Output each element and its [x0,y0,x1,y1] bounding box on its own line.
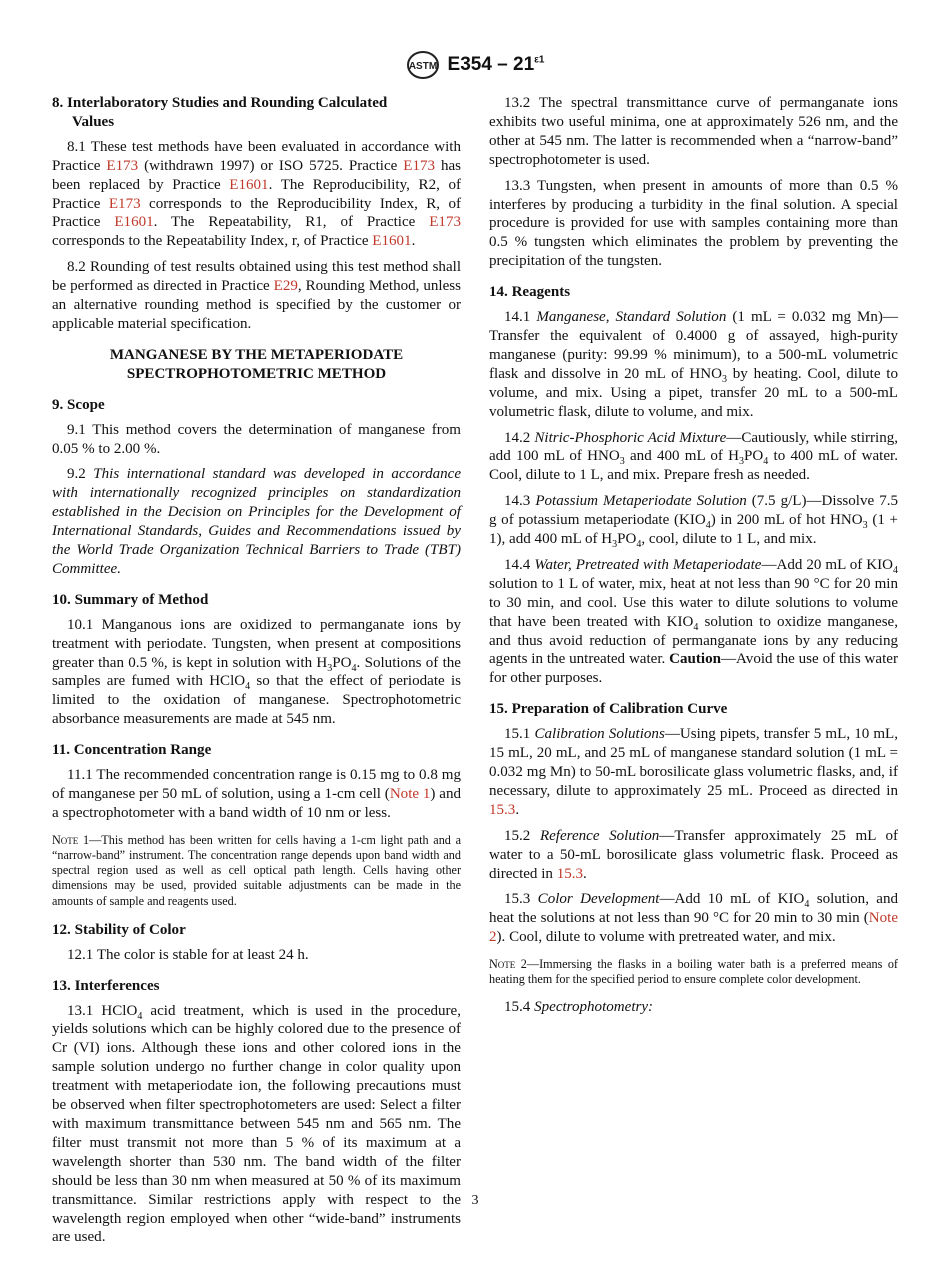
link-e1601[interactable]: E1601 [372,233,412,250]
link-e1601[interactable]: E1601 [114,214,154,231]
note-2: Note 2—Immersing the flasks in a boiling water bath is a preferred means of heating them for the specified period to ensure complete color development. [489,957,898,987]
paragraph-13-1: 13.1 HClO$_4$ acid treatment, which is used in the procedure, yields solutions which can be highly colored due to the presence of Cr (VI) ions. Although these ions and other colored ions in the sample solution undergo no further change in color quality upon treatment with metaperiodate ion, the following precautions must be observed when filter spectrophotometers are used: Select a filter with maximum transmittance between 545 nm and 565 nm. The filter must transmit not more than 5 % of its maximum at a wavelength shorter than 530 nm. The band width of the filter should be less than 30 nm when measured at 50 % of its maximum transmittance. Similar restrictions apply with respect to the wavelength region employed when other “wide-band” instruments are used. [52,1002,461,1246]
page-number: 3 [471,1193,479,1208]
link-note-2[interactable]: Note 2 [489,910,898,946]
paragraph-12-1: 12.1 The color is stable for at least 24 h. [67,946,309,963]
astm-logo-icon [406,50,440,80]
section-14-heading: 14. Reagents [489,284,571,301]
section-15-heading: 15. Preparation of Calibration Curve [489,701,728,718]
paragraph-14-3: 14.3 Potassium Metaperiodate Solution (7.5 g/L)—Dissolve 7.5 g of potassium metaperiodate $(KIO_4)$ in 200 mL of hot $HNO_3$ (1 + 1), add 400 mL of $H_3PO_4$, cool, dilute to 1 L, and mix. [489,493,898,551]
section-13-heading: 13. Interferences [52,977,160,994]
document-designation: $E354 - 21^{\varepsilon 1}$ [447,54,545,75]
link-15-3[interactable]: 15.3 [556,865,584,882]
paragraph-13-2: 13.2 The spectral transmittance curve of permanganate ions exhibits two useful minima, one at approximately 526 nm, and the other at 545 nm. The latter is recommended when a “narrow-band” spectrophotometer is used. [489,95,898,168]
paragraph-9-1: 9.1 This method covers the determination of manganese from 0.05 % to 2.00 %. [52,421,461,457]
page-header [0,50,950,84]
link-e173[interactable]: E173 [106,157,139,174]
paragraph-14-2: 14.2 Nitric-Phosphoric Acid Mixture—Cautiously, while stirring, add 100 mL of $HNO_3$ and 400 mL of $H_3PO_4$ to 400 mL of water. Cool, dilute to 1 L, and mix. Prepare fresh as needed. [489,429,899,484]
link-e173[interactable]: E173 [429,214,461,231]
svg-text:ASTM: ASTM [408,61,437,72]
paragraph-8-2: 8.2 Rounding of test results obtained using this test method shall be performed as directed in Practice E29, Rounding Method, unless an alternative rounding method is specified by the customer or applicable material specification. [52,259,461,332]
paragraph-10-1: 10.1 Manganous ions are oxidized to permanganate ions by treatment with periodate. Tungsten, when present at compositions greater than 0.5 %, is kept in solution with $H_3PO_4$. Solutions of the samples are fumed with HClO$_4$ so that the effect of periodate is limited to the oxidation of manganese. Spectrophotometric absorbance measurements are made at 545 nm. [52,616,461,728]
left-column [52,94,461,1254]
paragraph-15-2: 15.2 Reference Solution—Transfer approximately 25 mL of water to a 50-mL borosilicate glass volumetric flask. Proceed as directed in 15.3. [489,827,899,882]
section-8-heading: 8. Interlaboratory Studies and Rounding Calculated Values [52,95,388,130]
section-11-heading: 11. Concentration Range [52,742,212,759]
link-e29[interactable]: E29 [273,278,298,295]
paragraph-15-3: 15.3 Color Development—Add 10 mL of $KIO_4$ solution, and heat the solutions at not less than 90 °C for 20 min to 30 min (Note 2). Cool, dilute to volume with pretreated water, and mix. [489,891,899,946]
method-title: MANGANESE BY THE METAPERIODATE SPECTROPHOTOMETRIC METHOD [109,346,404,382]
paragraph-15-4: 15.4 Spectrophotometry: [504,998,654,1015]
link-e1601[interactable]: E1601 [229,176,269,193]
paragraph-15-1: 15.1 Calibration Solutions—Using pipets, transfer 5 mL, 10 mL, 15 mL, 20 mL, and 25 mL of manganese standard solution (1 mL = 0.032 mg Mn) to 50-mL borosilicate glass volumetric flasks, and, if necessary, dilute to approximately 25 mL. Proceed as directed in 15.3. [489,726,899,818]
section-12-heading: 12. Stability of Color [52,921,186,938]
link-e173[interactable]: E173 [403,157,436,174]
link-note-1[interactable]: Note 1 [389,786,431,802]
link-15-3[interactable]: 15.3 [489,801,516,818]
section-10-heading: 10. Summary of Method [52,591,209,608]
paragraph-14-4: 14.4 Water, Pretreated with Metaperiodate—Add 20 mL of $KIO_4$ solution to 1 L of water, mix, heat at not less than 90 °C for 20 min to 30 min, and cool. Use this water to dilute solutions to volume that have been treated with $KIO_4$ solution to oxidize manganese, and thus avoid reduction of permanganate ions by any reducing agents in the untreated water. Caution—Avoid the use of this water for other purposes. [489,556,899,687]
paragraph-13-3: 13.3 Tungsten, when present in amounts of more than 0.5 % interferes by producing a turbidity in the final solution. A special procedure is provided for use with samples containing more than 0.5 % tungsten which eliminates the problem by preventing the precipitation of the tungsten. [489,177,898,270]
note-1: Note 1—This method has been written for cells having a 1-cm light path and a “narrow-band” instrument. The concentration range depends upon band width and spectral region used as well as cell optical path length. Cells having other dimensions may be used, provided suitable adjustments can be made in the amounts of sample and reagents used. [52,832,461,908]
paragraph-8-1: 8.1 These test methods have been evaluated in accordance with Practice E173 (withdrawn 1997) or ISO 5725. Practice E173 has been replaced by Practice E1601. The Reproducibility, R2, of Practice E173 corresponds to the Reproducibility Index, R, of Practice E1601. The Repeatability, R1, of Practice E173 corresponds to the Repeatability Index, r, of Practice E1601. [52,138,462,250]
paragraph-14-1: 14.1 Manganese, Standard Solution (1 mL = 0.032 mg Mn)—Transfer the equivalent of 0.4000 g of assayed, high-purity manganese (purity: 99.99 % minimum), to a 500-mL volumetric flask and dissolve in 20 mL of $HNO_3$ by heating. Cool, dilute to volume, and mix. Using a pipet, transfer 20 mL to a 500-mL volumetric flask, dilute to volume, and mix. [489,309,898,420]
section-9-heading: 9. Scope [52,396,105,413]
link-e173[interactable]: E173 [108,195,141,212]
paragraph-9-2: 9.2 This international standard was developed in accordance with internationally recognized principles on standardization established in the Decision on Principles for the Development of International Standards, Guides and Recommendations issued by the World Trade Organization Technical Barriers to Trade (TBT) Committee. [52,466,462,577]
right-column [489,94,898,1023]
paragraph-11-1: 11.1 The recommended concentration range is 0.15 mg to 0.8 mg of manganese per 50 mL of solution, using a 1-cm cell (Note 1) and a spectrophotometer with a band width of 10 nm or less. [52,767,461,821]
